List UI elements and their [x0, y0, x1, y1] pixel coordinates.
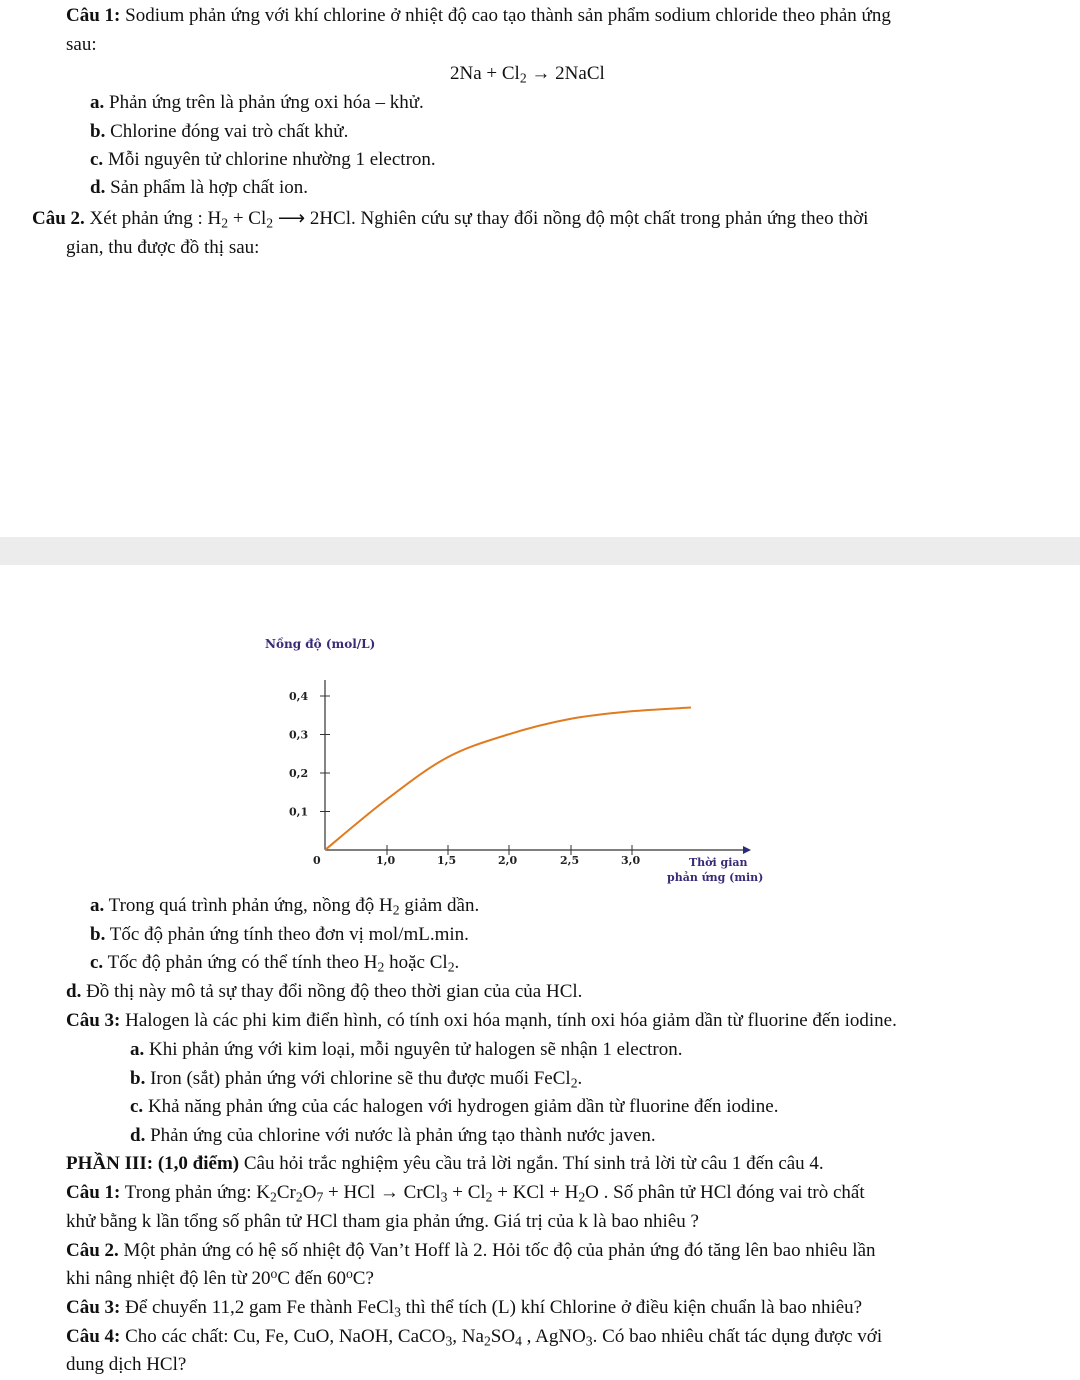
y-tick-label: 0,2 [289, 767, 309, 780]
q3-option-c: c. Khả năng phản ứng của các halogen với hydrogen giảm dần từ fluorine đến iodine. [130, 1096, 779, 1117]
s4-line1: Câu 4: Cho các chất: Cu, Fe, CuO, NaOH, CaCO$_3$, $Na_2SO_4$ , AgNO$_3$. Có bao nhiêu chất tác dụng được với [66, 1326, 883, 1349]
separator-band [0, 537, 1080, 565]
q2-label: Câu 2. [32, 208, 85, 229]
y-tick-label: 0,3 [289, 728, 309, 742]
q3-option-a: a. Khi phản ứng với kim loại, mỗi nguyên tử halogen sẽ nhận 1 electron. [130, 1039, 683, 1060]
s1-line2: khử bằng k lần tổng số phân tử HCl tham gia phản ứng. Giá trị của k là bao nhiêu ? [66, 1211, 699, 1232]
x-axis-arrow [743, 846, 751, 854]
q2-option-c: c. Tốc độ phản ứng có thể tính theo $H_2$ hoặc $Cl_2$. [90, 952, 460, 975]
s1-line1: Câu 1: Trong phản ứng: $K_2Cr_2O_7$ + HCl → CrCl$_3$ + $Cl_2$ + KCl + $H_2O$ . Số phân tử HCl đóng vai trò chất [66, 1182, 865, 1205]
x-tick-label: 2,5 [560, 854, 580, 867]
q2-option-b: b. Tốc độ phản ứng tính theo đơn vị mol/mL.min. [90, 924, 469, 945]
q1-option-d: d. Sản phẩm là hợp chất ion. [90, 177, 308, 198]
y-tick-label: 0,1 [289, 805, 309, 819]
q2-option-d: d. Đồ thị này mô tả sự thay đổi nồng độ theo thời gian của của HCl. [66, 981, 583, 1002]
x-tick-label: 1,5 [437, 854, 457, 867]
q1-line2: sau: [66, 34, 97, 55]
q1-label: Câu 1: [66, 5, 121, 26]
q1-equation: $2Na + Cl_2$ → 2NaCl [450, 63, 605, 86]
q2-line1: Câu 2. Xét phản ứng : $H_2 + Cl_2$ ⟶ 2HCl. Nghiên cứu sự thay đổi nồng độ một chất trong phản ứng theo thời [32, 208, 869, 231]
s2-line2: khi nâng nhiệt độ lên từ 20$^o$C đến 60$^o$C? [66, 1265, 374, 1289]
s3-line: Câu 3: Để chuyển 11,2 gam Fe thành FeCl$_3$ thì thể tích (L) khí Chlorine ở điều kiện chuẩn là bao nhiêu? [66, 1297, 863, 1320]
q2-line2: gian, thu được đồ thị sau: [66, 237, 260, 258]
part3-heading: PHẦN III: (1,0 điểm) Câu hỏi trắc nghiệm yêu cầu trả lời ngắn. Thí sinh trả lời từ câu 1 đến câu 4. [66, 1153, 824, 1174]
x-tick-label: 1,0 [376, 854, 396, 867]
chart-origin-label: 0 [313, 854, 321, 867]
chart-ylabel: Nồng độ (mol/L) [265, 637, 376, 651]
s2-line1: Câu 2. Một phản ứng có hệ số nhiệt độ Van’t Hoff là 2. Hỏi tốc độ của phản ứng đó tăng lên bao nhiêu lần [66, 1240, 876, 1261]
q3-line1: Câu 3: Halogen là các phi kim điển hình, có tính oxi hóa mạnh, tính oxi hóa giảm dần từ fluorine đến iodine. [66, 1010, 897, 1031]
q1-option-b: b. Chlorine đóng vai trò chất khử. [90, 121, 349, 142]
chart-xlabel-2: phản ứng (min) [667, 871, 764, 884]
q3-option-d: d. Phản ứng của chlorine với nước là phản ứng tạo thành nước javen. [130, 1125, 656, 1146]
q1-line1 [66, 4, 891, 28]
q2-option-a: a. Trong quá trình phản ứng, nồng độ $H_2$ giảm dần. [90, 895, 480, 918]
x-tick-label: 2,0 [498, 854, 518, 867]
x-tick-label: 3,0 [621, 854, 641, 867]
q3-option-b: b. Iron (sắt) phản ứng với chlorine sẽ thu được muối FeCl$_2$. [130, 1068, 583, 1091]
chart-xlabel-1: Thời gian [689, 856, 748, 869]
s4-line2: dung dịch HCl? [66, 1354, 187, 1375]
concentration-chart [255, 628, 795, 890]
q1-option-a: a. Phản ứng trên là phản ứng oxi hóa – khử. [90, 92, 424, 113]
q1-intro: Sodium phản ứng với khí chlorine ở nhiệt độ cao tạo thành sản phẩm sodium chloride theo phản ứng [125, 5, 891, 26]
concentration-curve [325, 708, 691, 850]
y-tick-label: 0,4 [289, 690, 309, 703]
q1-option-c: c. Mỗi nguyên tử chlorine nhường 1 electron. [90, 149, 436, 170]
